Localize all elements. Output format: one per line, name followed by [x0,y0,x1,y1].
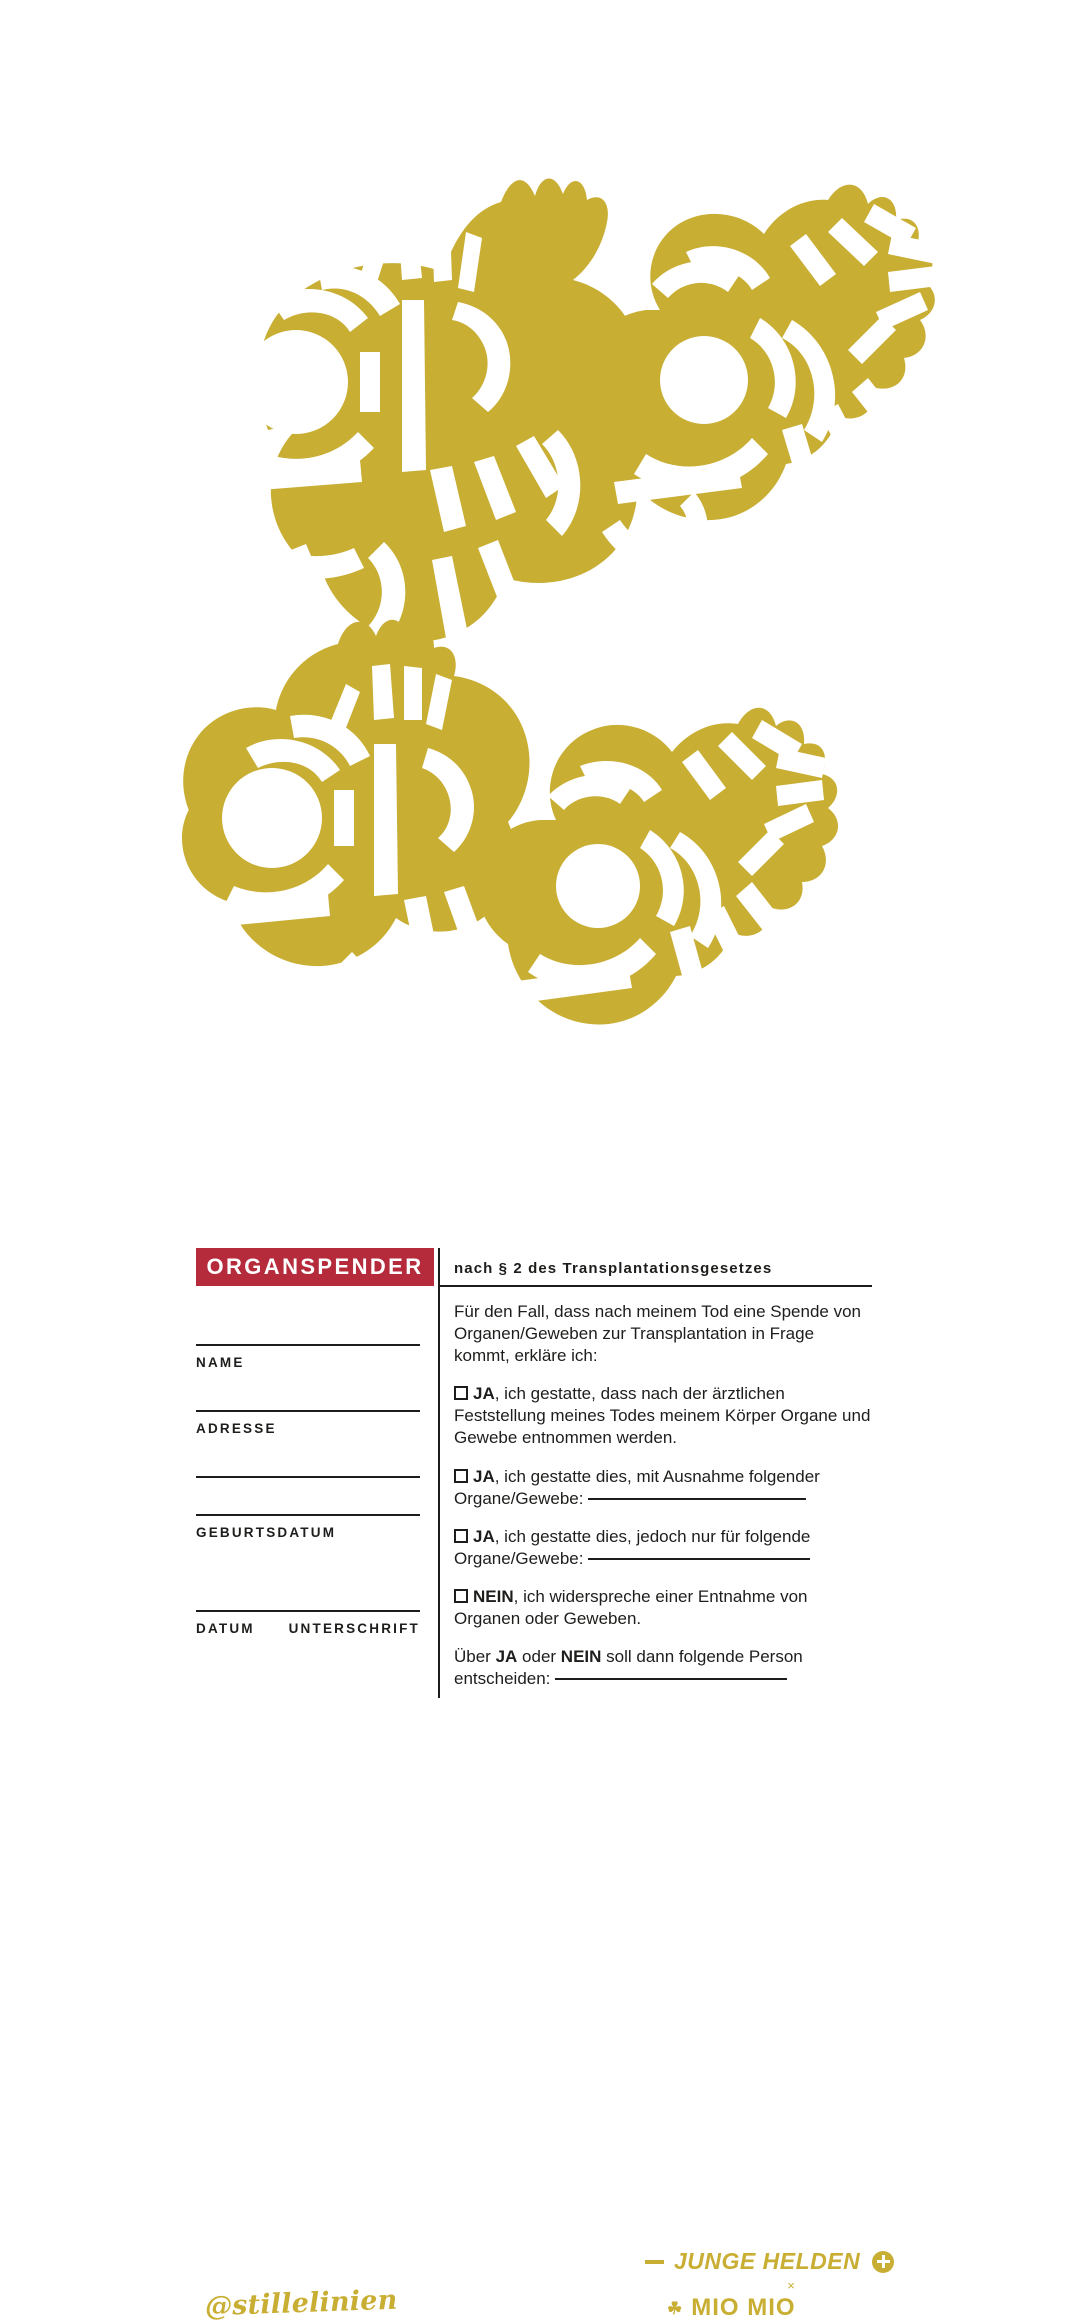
option-ja-only-text: , ich gestatte dies, jedoch nur für folgende Organe/Gewebe: [454,1526,811,1568]
artist-handle: @stillelinien [204,2284,398,2322]
proxy-input-rule[interactable] [555,1678,787,1680]
option-ja-all-text: , ich gestatte, dass nach der ärztlichen Feststellung meines Todes meinem Körper Organe und Gewebe entnommen werden. [454,1384,871,1448]
adresse-label: ADRESSE [196,1421,277,1436]
checkbox-nein-icon[interactable] [454,1589,468,1603]
dash-icon [645,2260,664,2264]
option-nein-prefix: NEIN [473,1586,514,1606]
datum-label: DATUM [196,1621,255,1636]
field-name[interactable] [196,1344,420,1370]
option-ja-except[interactable] [454,1466,872,1510]
status-badge: ORGANSPENDER [196,1248,434,1286]
proxy-ja: JA [495,1647,518,1667]
option-ja-only-prefix: JA [473,1526,495,1546]
option-ja-only[interactable] [454,1526,872,1570]
option-ja-only-input-rule[interactable] [588,1558,810,1560]
adresse-input-rule[interactable] [196,1410,420,1412]
brand-secondary-label: MIO MIO [691,2294,796,2321]
datum-unterschrift-rule[interactable] [196,1610,420,1612]
law-reference: nach § 2 des Transplantationsgesetzes [440,1248,872,1287]
field-adresse[interactable] [196,1410,420,1436]
proxy-nein: NEIN [560,1647,602,1667]
option-nein-text: , ich widerspreche einer Entnahme von Organen oder Geweben. [454,1586,808,1629]
mio-mio-mark-icon: ☘ [667,2298,684,2318]
adresse-line2-rule[interactable] [196,1476,420,1478]
declaration-body [454,1301,872,1690]
checkbox-ja-only-icon[interactable] [454,1529,468,1543]
proxy-pre: Über [454,1647,496,1667]
name-label: NAME [196,1355,245,1370]
name-input-rule[interactable] [196,1344,420,1346]
card-right-column [438,1248,872,1698]
artwork-shapes [182,178,940,1077]
brand-lockup [645,2248,915,2322]
option-ja-all[interactable] [454,1383,872,1449]
checkbox-ja-except-icon[interactable] [454,1469,468,1483]
option-ja-all-prefix: JA [473,1384,495,1404]
card-left-column [196,1248,438,1698]
intro-text: Für den Fall, dass nach meinem Tod eine Spende von Organen/Geweben zur Transplantation in Frage kommt, erkläre ich: [454,1302,861,1366]
brand-junge-helden [645,2248,915,2275]
geburtsdatum-input-rule[interactable] [196,1514,420,1516]
option-nein[interactable] [454,1586,872,1630]
brand-primary-label: JUNGE HELDEN [674,2248,861,2274]
unterschrift-label: UNTERSCHRIFT [288,1621,420,1636]
brand-mio-mio [667,2294,915,2322]
brand-separator: × [787,2278,795,2293]
organ-donor-card [196,1248,872,1698]
option-ja-except-text: , ich gestatte dies, mit Ausnahme folgender Organe/Gewebe: [454,1466,820,1508]
medical-cross-icon [872,2251,894,2273]
field-adresse-line2[interactable] [196,1476,420,1487]
proxy-post: soll dann folgende Person entscheiden: [454,1647,803,1689]
checkbox-ja-all-icon[interactable] [454,1386,468,1400]
datum-unterschrift-labels [196,1621,420,1636]
option-ja-except-input-rule[interactable] [588,1498,806,1500]
field-geburtsdatum[interactable] [196,1514,420,1540]
organ-artwork [0,0,1080,1160]
geburtsdatum-label: GEBURTSDATUM [196,1525,337,1540]
proxy-mid: oder [517,1647,561,1667]
proxy-person[interactable] [454,1646,872,1690]
field-datum-unterschrift[interactable] [196,1610,420,1636]
option-ja-except-prefix: JA [473,1466,495,1486]
